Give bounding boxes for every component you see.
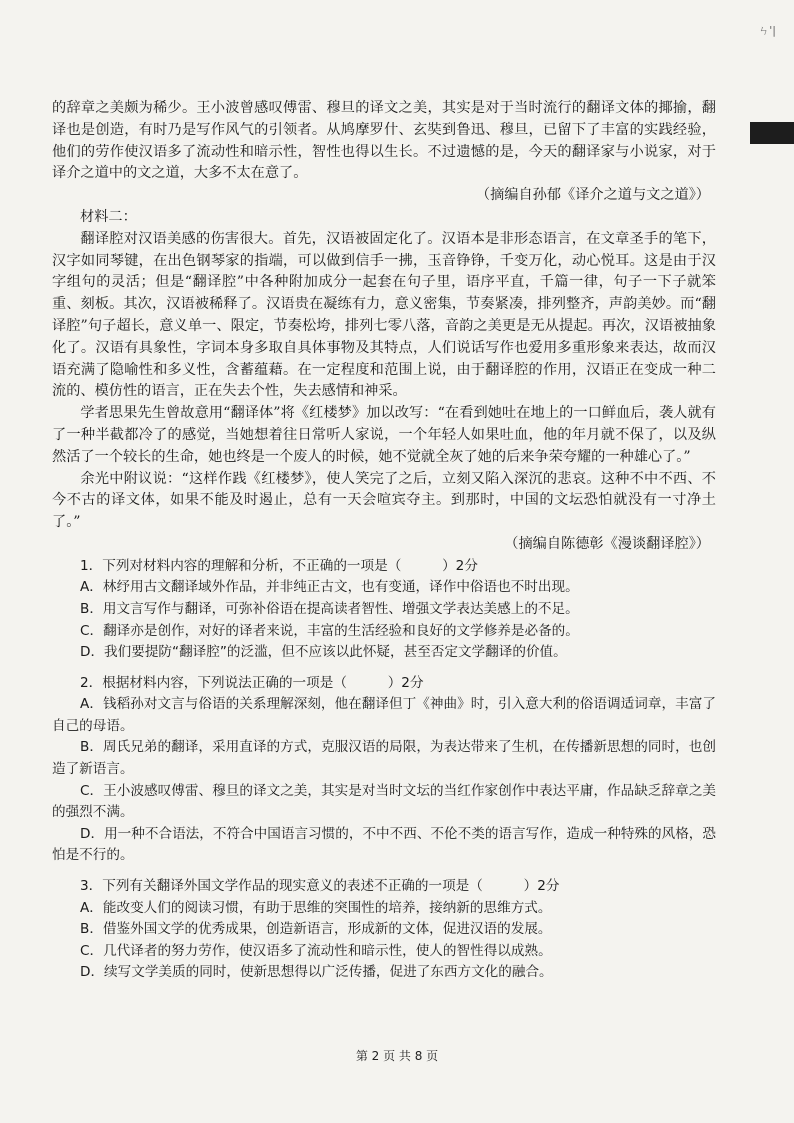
black-tab-marker (750, 122, 794, 144)
question-1-stem: 1．下列对材料内容的理解和分析，不正确的一项是（ ）2分 (80, 557, 478, 574)
material-one-tail: 的辞章之美颇为稀少。王小波曾感叹傅雷、穆旦的译文之美，其实是对于当时流行的翻译文体的揶揄，翻译也是创造，有时乃是写作风气的引领者。从鸠摩罗什、玄奘到鲁迅、穆旦，已留下了丰富的实践经验，他们的劳作使汉语多了流动性和暗示性，智性也得以生长。不过遗憾的是，今天的翻译家与小说家，对于译介之道中的文之道，大多不太在意了。 (52, 100, 716, 182)
question-1 (52, 556, 716, 664)
corner-mark: ㄣ'| (758, 24, 776, 37)
material-two-paragraph-2: 学者思果先生曾故意用“翻译体”将《红楼梦》加以改写：“在看到她吐在地上的一口鲜血后，袭人就有了一种半截都冷了的感觉，当她想着往日常听人家说，一个年轻人如果吐血，他的年月就不保了，以及纵然活了一个较长的生命，她也终是一个废人的时候，她不觉就全灰了她的后来争荣夸耀的一种雄心了。” (52, 405, 716, 465)
question-3-option-d: D．续写文学美质的同时，使新思想得以广泛传播，促进了东西方文化的融合。 (80, 964, 553, 981)
question-3-stem: 3．下列有关翻译外国文学作品的现实意义的表述不正确的一项是（ ）2分 (80, 878, 560, 895)
question-1-option-d: D．我们要提防“翻译腔”的泛滥，但不应该以此怀疑，甚至否定文学翻译的价值。 (80, 644, 567, 661)
question-2-option-d: D．用一种不合语法，不符合中国语言习惯的，不中不西、不伦不类的语言写作，造成一种特殊的风格，恐怕是不行的。 (52, 825, 716, 864)
question-1-option-c: C．翻译亦是创作，对好的译者来说，丰富的生活经验和良好的文学修养是必备的。 (80, 622, 579, 639)
question-2-stem: 2．根据材料内容，下列说法正确的一项是（ ）2分 (80, 674, 424, 691)
question-3-option-b: B．借鉴外国文学的优秀成果，创造新语言，形成新的文体，促进汉语的发展。 (80, 921, 552, 938)
question-3-option-c: C．几代译者的努力劳作，使汉语多了流动性和暗示性，使人的智性得以成熟。 (80, 942, 552, 959)
material-two-source: （摘编自陈德彰《漫谈翻译腔》） (504, 535, 710, 552)
question-2 (52, 673, 716, 867)
material-two-paragraph-1: 翻译腔对汉语美感的伤害很大。首先，汉语被固定化了。汉语本是非形态语言，在文章圣手的笔下，汉字如同琴键，在出色钢琴家的指端，可以做到信手一拂，玉音铮铮，千变万化，动心悦耳。这是由于汉字组句的灵活；但是“翻译腔”中各种附加成分一起套在句子里，语序平直，千篇一律，句子一下子就笨重、刻板。其次，汉语被稀释了。汉语贵在凝练有力，意义密集，节奏紧凑，排列整齐，声韵美妙。而“翻译腔”句子超长，意义单一、限定，节奏松垮，排列七零八落，音韵之美更是无从提起。再次，汉语被抽象化了。汉语有具象性，字词本身多取自具体事物及其特点，人们说话写作也爱用多重形象来表达，故而汉语充满了隐喻性和多义性，含蓄蕴藉。在一定程度和范围上说，由于翻译腔的作用，汉语正在变成一种二流的、模仿性的语言，正在失去个性，失去感情和神采。 (52, 230, 716, 400)
question-2-option-b: B．周氏兄弟的翻译，采用直译的方式，克服汉语的局限，为表达带来了生机，在传播新思想的同时，也创造了新语言。 (52, 739, 716, 778)
material-two-paragraph-3: 余光中附议说：“这样作践《红楼梦》，使人笑完了之后，立刻又陷入深沉的悲哀。这种不中不西、不今不古的译文体，如果不能及时遏止，总有一天会喧宾夺主。到那时，中国的文坛恐怕就没有一寸净土了。” (52, 470, 716, 531)
page-content (52, 98, 716, 984)
page-footer: 第 2 页 共 8 页 (355, 1049, 439, 1063)
question-3-option-a: A．能改变人们的阅读习惯，有助于思维的突围性的培养，接纳新的思维方式。 (80, 899, 552, 916)
material-one-source: （摘编自孙郁《译介之道与文之道》） (475, 187, 710, 204)
question-1-option-b: B．用文言写作与翻译，可弥补俗语在提高读者智性、增强文学表达美感上的不足。 (80, 600, 579, 617)
material-two-label: 材料二： (80, 208, 137, 225)
question-3 (52, 876, 716, 984)
question-2-option-a: A．钱稻孙对文言与俗语的关系理解深刻，他在翻译但丁《神曲》时，引入意大利的俗语调适词章，丰富了自己的母语。 (52, 696, 716, 734)
question-2-option-c: C．王小波感叹傅雷、穆旦的译文之美，其实是对当时文坛的当红作家创作中表达平庸，作品缺乏辞章之美的强烈不满。 (52, 782, 716, 821)
question-1-option-a: A．林纾用古文翻译域外作品，并非纯正古文，也有变通，译作中俗语也不时出现。 (80, 579, 579, 596)
